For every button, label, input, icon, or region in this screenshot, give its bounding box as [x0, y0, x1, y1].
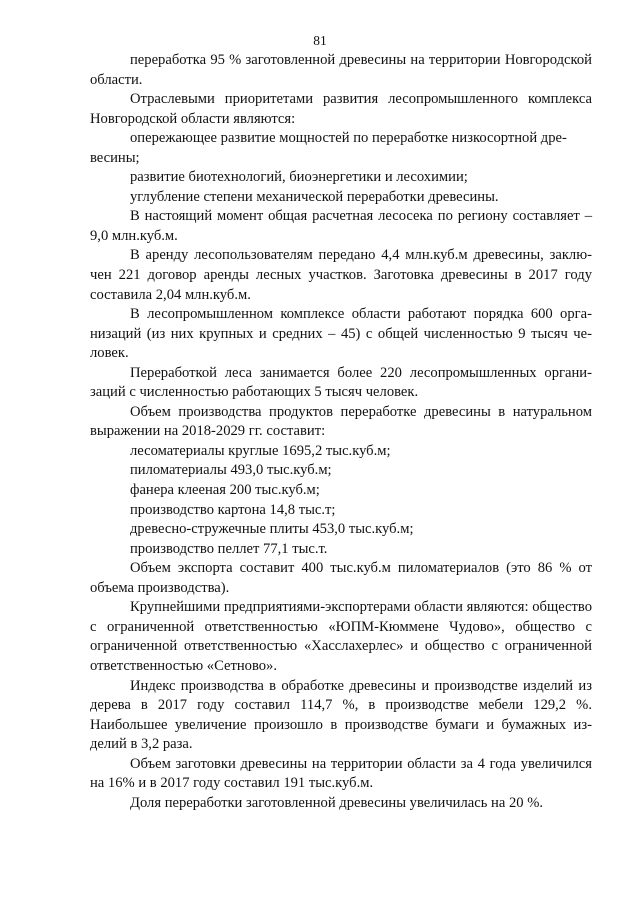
list-item: производство пеллет 77,1 тыс.т. [130, 540, 328, 557]
paragraph: переработка 95 % заготовленной древесины на территории Новгородской области. [90, 52, 592, 88]
paragraph: Индекс производства в обработке древесины и производстве изделий из дерева в 2017 году составил 114,7 %, в производстве мебели 129,2 %. Наибольшее увеличение произошло в производстве бумаги и бумажных изделий в 3,2 раза. [90, 677, 592, 753]
list-item: фанера клееная 200 тыс.куб.м; [130, 482, 320, 499]
list-item: углубление степени механической переработки древесины. [130, 188, 499, 205]
list-item: производство картона 14,8 тыс.т; [130, 501, 336, 518]
page-number: 81 [313, 33, 327, 48]
document-body [90, 51, 592, 813]
list-item: древесно-стружечные плиты 453,0 тыс.куб.м; [130, 521, 414, 538]
paragraph: Объем заготовки древесины на территории области за 4 года увеличился на 16% и в 2017 году составил 191 тыс.куб.м. [90, 755, 592, 792]
paragraph: Отраслевыми приоритетами развития лесопромышленного комплекса Новгородской области являются: [90, 91, 592, 127]
paragraph: Объем производства продуктов переработке древесины в натуральном выражении на 2018-2029 гг. составит: [90, 403, 592, 440]
list-item: опережающее развитие мощностей по переработке низкосортной древесины; [90, 130, 567, 166]
list-item: развитие биотехнологий, биоэнергетики и лесохимии; [130, 169, 468, 186]
paragraph: Доля переработки заготовленной древесины увеличилась на 20 %. [130, 794, 544, 811]
paragraph: В аренду лесопользователям передано 4,4 млн.куб.м древесины, заключен 221 договор аренды лесных участков. Заготовка древесины в 2017 году составила 2,04 млн.куб.м. [90, 247, 592, 303]
paragraph: В лесопромышленном комплексе области работают порядка 600 организаций (из них крупных и средних – 45) с общей численностью 9 тысяч человек. [90, 306, 592, 362]
list-item: лесоматериалы круглые 1695,2 тыс.куб.м; [130, 442, 391, 459]
paragraph: Переработкой леса занимается более 220 лесопромышленных организаций с численностью работающих 5 тысяч человек. [90, 364, 592, 401]
list-item: пиломатериалы 493,0 тыс.куб.м; [130, 462, 332, 479]
paragraph: Объем экспорта составит 400 тыс.куб.м пиломатериалов (это 86 % от объема производства). [90, 560, 592, 596]
paragraph: Крупнейшими предприятиями-экспортерами области являются: общество с ограниченной ответственностью «ЮПМ-Кюммене Чудово», общество с ограниченной ответственностью «Хасслахерлес» и общество с ограниченной ответственностью «Сетново». [90, 599, 592, 674]
paragraph: В настоящий момент общая расчетная лесосека по региону составляет – 9,0 млн.куб.м. [90, 208, 592, 244]
